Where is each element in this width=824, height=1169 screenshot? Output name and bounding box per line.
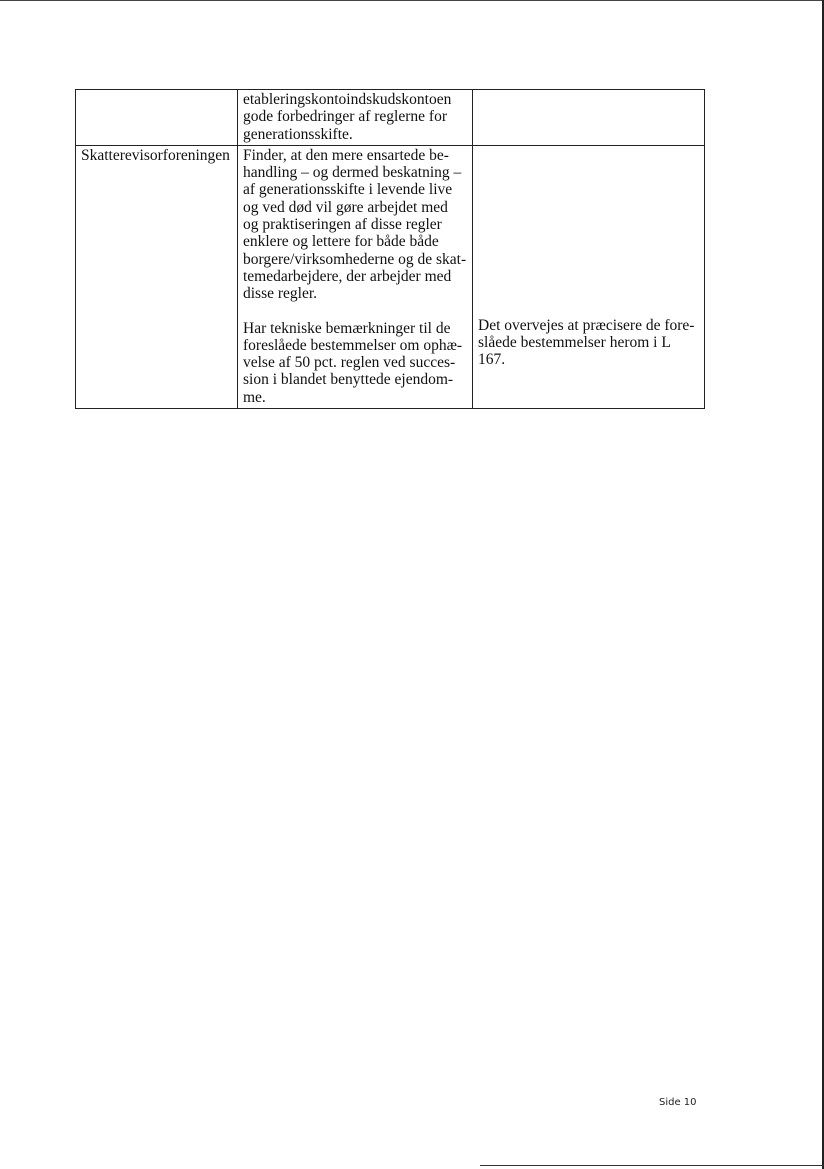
page-edge-bottom xyxy=(480,1165,824,1166)
page-edge-top xyxy=(0,0,824,1)
response-cell xyxy=(473,145,705,408)
organization-name: Skatterevisorforeningen xyxy=(81,146,230,164)
page-number: Side 10 xyxy=(659,1097,697,1108)
comment-cell xyxy=(238,145,473,408)
organization-cell xyxy=(76,90,238,146)
comment-paragraph: Har tekniske bemærkninger til de foreslåede bestemmelser om ophæ-velse af 50 pct. reglen ved succes-sion i blandet benyttede ejendom-me. xyxy=(243,319,463,406)
comment-cell xyxy=(238,90,473,146)
table-row xyxy=(76,90,705,146)
response-cell xyxy=(473,90,705,146)
response-spacer xyxy=(478,147,699,317)
comment-paragraph: Finder, at den mere ensartede be-handling – og dermed beskatning – af generationsskifte i levende live og ved død vil gøre arbejdet med og praktiseringen af disse regler enklere og lettere for både både borgere/virksomhederne og de skat-temedarbejdere, der arbejder med disse regler. xyxy=(243,146,467,303)
response-paragraph: Det overvejes at præcisere de fore-slåede bestemmelser herom i L 167. xyxy=(478,316,695,369)
comment-paragraph: etableringskontoindskudskontoen gode forbedringer af reglerne for generationsskifte. xyxy=(243,91,452,143)
consultation-table xyxy=(75,89,705,409)
organization-cell xyxy=(76,145,238,408)
table-row xyxy=(76,145,705,408)
